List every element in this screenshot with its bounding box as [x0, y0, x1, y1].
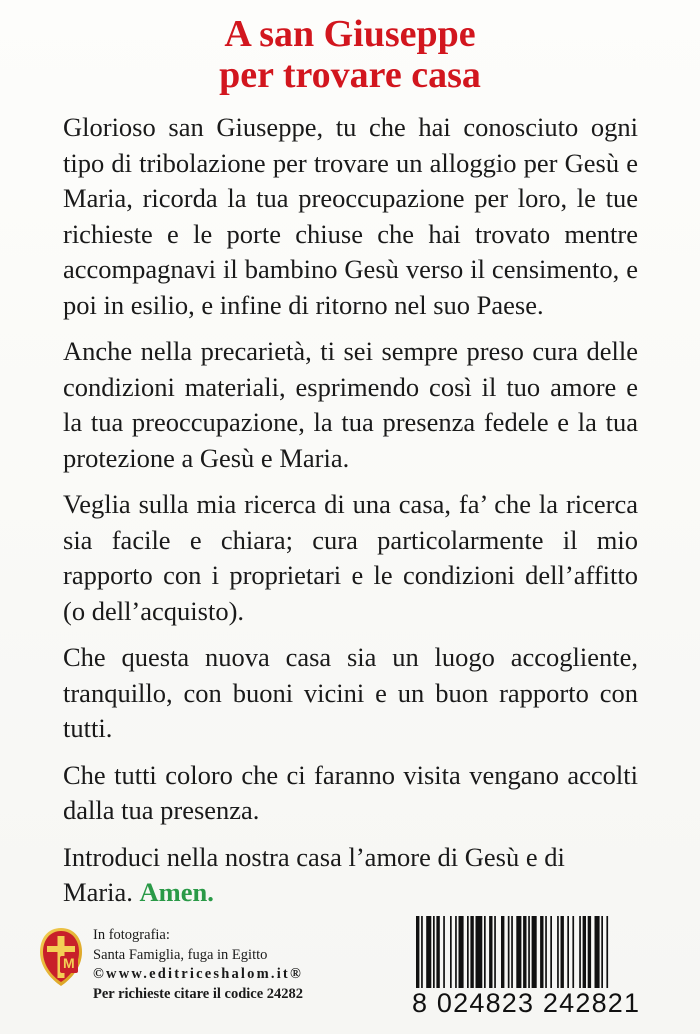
prayer-title — [0, 14, 700, 96]
barcode-bar — [588, 916, 591, 988]
footer — [0, 912, 700, 1034]
barcode-bar — [455, 916, 457, 988]
request-code-note: Per richieste citare il codice 24282 — [93, 985, 304, 1002]
barcode-bar — [470, 916, 473, 988]
barcode-number: 8 024823 242821 — [412, 988, 641, 1018]
barcode-bar — [579, 916, 581, 988]
photo-label: In fotografia: — [93, 927, 170, 943]
prayer-paragraph: Anche nella precarietà, ti sei sempre preso cura delle condizioni materiali, esprimendo così il tuo amore e la tua preoccupazione, la tua presenza fedele e la tua protezione a Gesù e Maria. — [63, 336, 638, 473]
barcode-bar — [433, 916, 435, 988]
prayer-paragraph-final — [63, 840, 638, 911]
barcode-bar — [557, 916, 559, 988]
barcode-bar — [606, 916, 608, 988]
barcode-bar — [489, 916, 492, 988]
prayer-text — [63, 110, 638, 922]
barcode-bar — [436, 916, 439, 988]
photo-caption: Santa Famiglia, fuga in Egitto — [93, 946, 268, 963]
barcode-bar — [583, 916, 586, 988]
barcode-bar — [528, 916, 530, 988]
barcode-bar — [516, 916, 521, 988]
barcode-bar — [443, 916, 445, 988]
barcode-bar — [561, 916, 564, 988]
barcode-bar — [501, 916, 504, 988]
barcode-bar — [572, 916, 574, 988]
barcode-bar — [450, 916, 452, 988]
prayer-paragraph: Che questa nuova casa sia un luogo accogliente, tranquillo, con buoni vicini e un buon rapporto con tutti. — [63, 642, 638, 743]
logo-letter: M — [63, 955, 75, 971]
barcode-bar — [540, 916, 543, 988]
barcode-bar — [467, 916, 469, 988]
barcode-bars — [412, 916, 662, 990]
amen-text: Amen. — [139, 877, 214, 907]
barcode-bar — [494, 916, 496, 988]
final-prayer-text: Introduci nella nostra casa l’amore di Gesù e di Maria. — [63, 841, 565, 907]
barcode-bar — [523, 916, 526, 988]
barcode-bar — [567, 916, 569, 988]
barcode-bar — [532, 916, 537, 988]
prayer-paragraph: Che tutti coloro che ci faranno visita vengano accolti dalla tua presenza. — [63, 759, 638, 825]
barcode-bar — [484, 916, 486, 988]
barcode-bar — [550, 916, 552, 988]
barcode-bar — [601, 916, 603, 988]
credits — [93, 926, 393, 1004]
shalom-cross-shield-icon — [38, 926, 84, 988]
prayer-paragraph: Glorioso san Giuseppe, tu che hai conosciuto ogni tipo di tribolazione per trovare un alloggio per Gesù e Maria, ricorda la tua preoccupazione per loro, le tue richieste e le porte chiuse che hai trovato mentre accompagnavi il bambino Gesù verso il censimento, e poi in esilio, e infine di ritorno nel suo Paese. — [63, 112, 638, 320]
barcode-bar — [476, 916, 483, 988]
barcode-bar — [595, 916, 600, 988]
barcode-bar — [508, 916, 510, 988]
barcode-bar — [545, 916, 547, 988]
barcode-bar — [459, 916, 464, 988]
prayer-paragraph: Veglia sulla mia ricerca di una casa, fa’ che la ricerca sia facile e chiara; cura particolarmente il mio rapporto con i proprietari e le condizioni dell’affitto (o dell’acquisto). — [63, 489, 638, 626]
barcode-bar — [421, 916, 423, 988]
barcode-bar — [416, 916, 419, 988]
title-line-1: A san Giuseppe — [224, 13, 476, 55]
title-line-2: per trovare casa — [219, 54, 481, 96]
barcode-bar — [426, 916, 431, 988]
website-link[interactable]: ©www.editriceshalom.it® — [93, 966, 303, 982]
barcode-bar — [511, 916, 513, 988]
